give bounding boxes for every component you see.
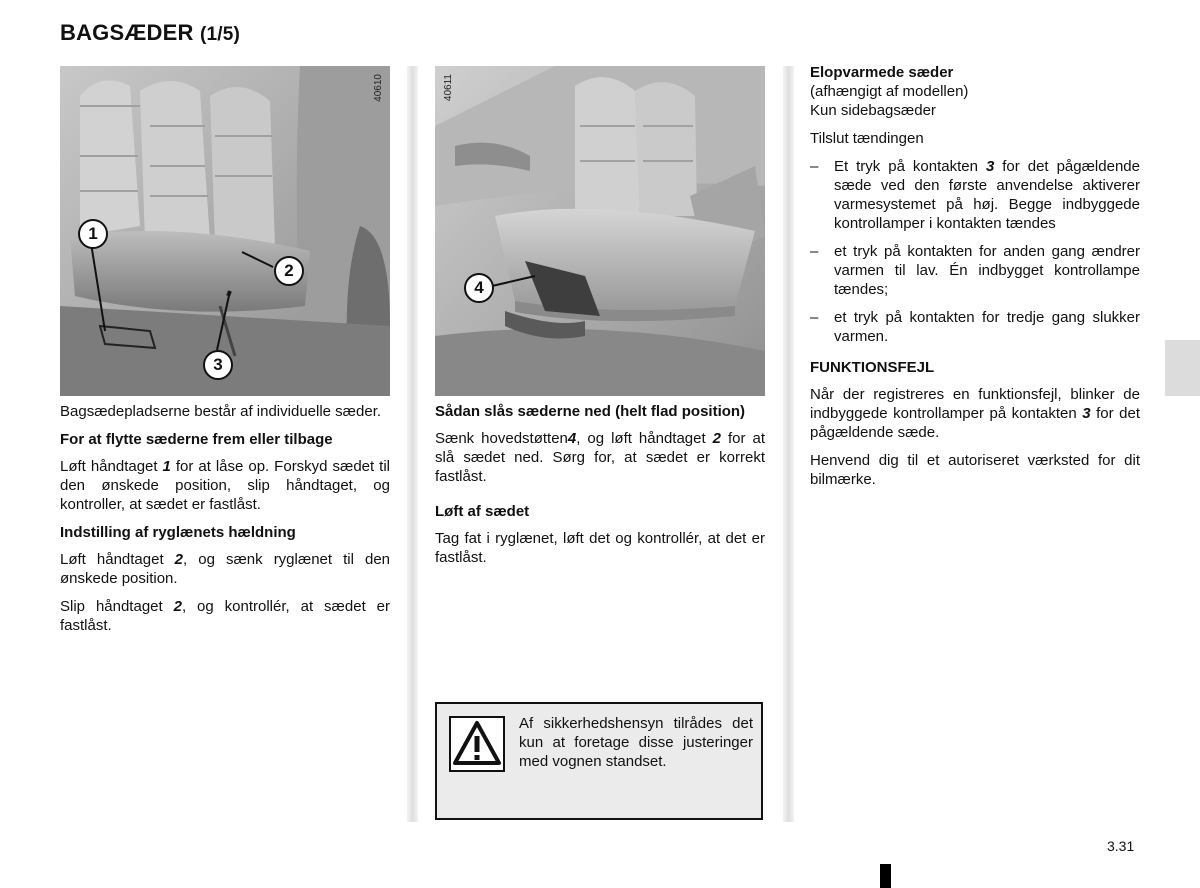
column-3 <box>810 63 1140 498</box>
recline-text: Løft håndtaget 2, og sænk ryglænet til den ønskede position. <box>60 551 391 587</box>
warning-text: Af sikkerhedshensyn tilrådes det kun at foretage disse justeringer med vognen standset. <box>519 715 753 770</box>
page-number: 3.31 <box>1107 838 1135 854</box>
heated-sub-model: (afhængigt af modellen) <box>810 83 969 100</box>
chapter-tab <box>1165 340 1200 396</box>
rear-seats-photo <box>60 66 390 396</box>
page-title <box>60 20 240 46</box>
move-text: Løft håndtaget 1 for at låse op. Forskyd sædet til den ønskede position, slip håndtaget, og kontroller, at sædet er fastlåst. <box>60 458 391 513</box>
lift-text: Tag fat i ryglænet, løft det og kontrollér, at det er fastlåst. <box>435 530 765 566</box>
ref-1: 1 <box>162 458 171 475</box>
dealer-text: Henvend dig til et autoriseret værksted for dit bilmærke. <box>810 452 1140 488</box>
ref-2: 2 <box>174 551 184 568</box>
callout-3: 3 <box>203 350 233 380</box>
column-divider-1 <box>407 66 418 822</box>
callout-1: 1 <box>78 219 108 249</box>
title-part: (1/5) <box>199 24 241 45</box>
callout-layer <box>435 66 765 396</box>
warning-triangle-icon <box>449 716 505 772</box>
page-marker <box>880 864 891 888</box>
recline-heading: Indstilling af ryglænets hældning <box>60 524 296 541</box>
heated-sub-seats: Kun sidebagsæder <box>810 102 936 119</box>
ref-2: 2 <box>173 598 182 615</box>
list-item: – et tryk på kontakten for anden gang ændrer varmen til lav. Én indbygget kontrollampe tændes; <box>810 243 1140 298</box>
intro-text: Bagsædepladserne består af individuelle sæder. <box>60 403 382 420</box>
image-number: 40611 <box>443 74 454 102</box>
image-number: 40610 <box>373 74 384 102</box>
list-item: – et tryk på kontakten for tredje gang slukker varmen. <box>810 309 1140 345</box>
ref-4: 4 <box>567 430 577 447</box>
move-heading: For at flytte sæderne frem eller tilbage <box>60 431 333 448</box>
lift-heading: Løft af sædet <box>435 503 530 520</box>
ref-3: 3 <box>985 158 995 175</box>
release-text: Slip håndtaget 2, og kontrollér, at sædet er fastlåst. <box>60 598 391 634</box>
callout-4: 4 <box>464 273 494 303</box>
ref-2: 2 <box>712 430 721 447</box>
warning-box <box>435 702 763 820</box>
heating-steps <box>810 157 1140 346</box>
callout-2: 2 <box>274 256 304 286</box>
list-item: – Et tryk på kontakten 3 for det pågældende sæde ved den første anvendelse aktiverer varmesystemet på høj. Begge indbyggede kontrollamper i kontakten tændes <box>810 158 1140 232</box>
ref-3: 3 <box>1082 405 1091 422</box>
heated-heading: Elopvarmede sæder <box>810 64 954 81</box>
fault-text: Når der registreres en funktionsfejl, blinker de indbyggede kontrollamper på kontakten 3 for det pågældende sæde. <box>810 386 1140 441</box>
title-text: BAGSÆDER <box>60 20 194 45</box>
column-2 <box>435 402 765 576</box>
fold-text: Sænk hovedstøtten4, og løft håndtaget 2 for at slå sædet ned. Sørg for, at sædet er korrekt fastlåst. <box>435 430 765 485</box>
callout-layer <box>60 66 390 396</box>
column-divider-2 <box>783 66 794 822</box>
column-1 <box>60 402 390 644</box>
folded-seat-photo <box>435 66 765 396</box>
fault-heading: FUNKTIONSFEJL <box>810 359 935 376</box>
fold-heading: Sådan slås sæderne ned (helt flad position) <box>435 403 746 420</box>
ignition-text: Tilslut tændingen <box>810 130 924 147</box>
